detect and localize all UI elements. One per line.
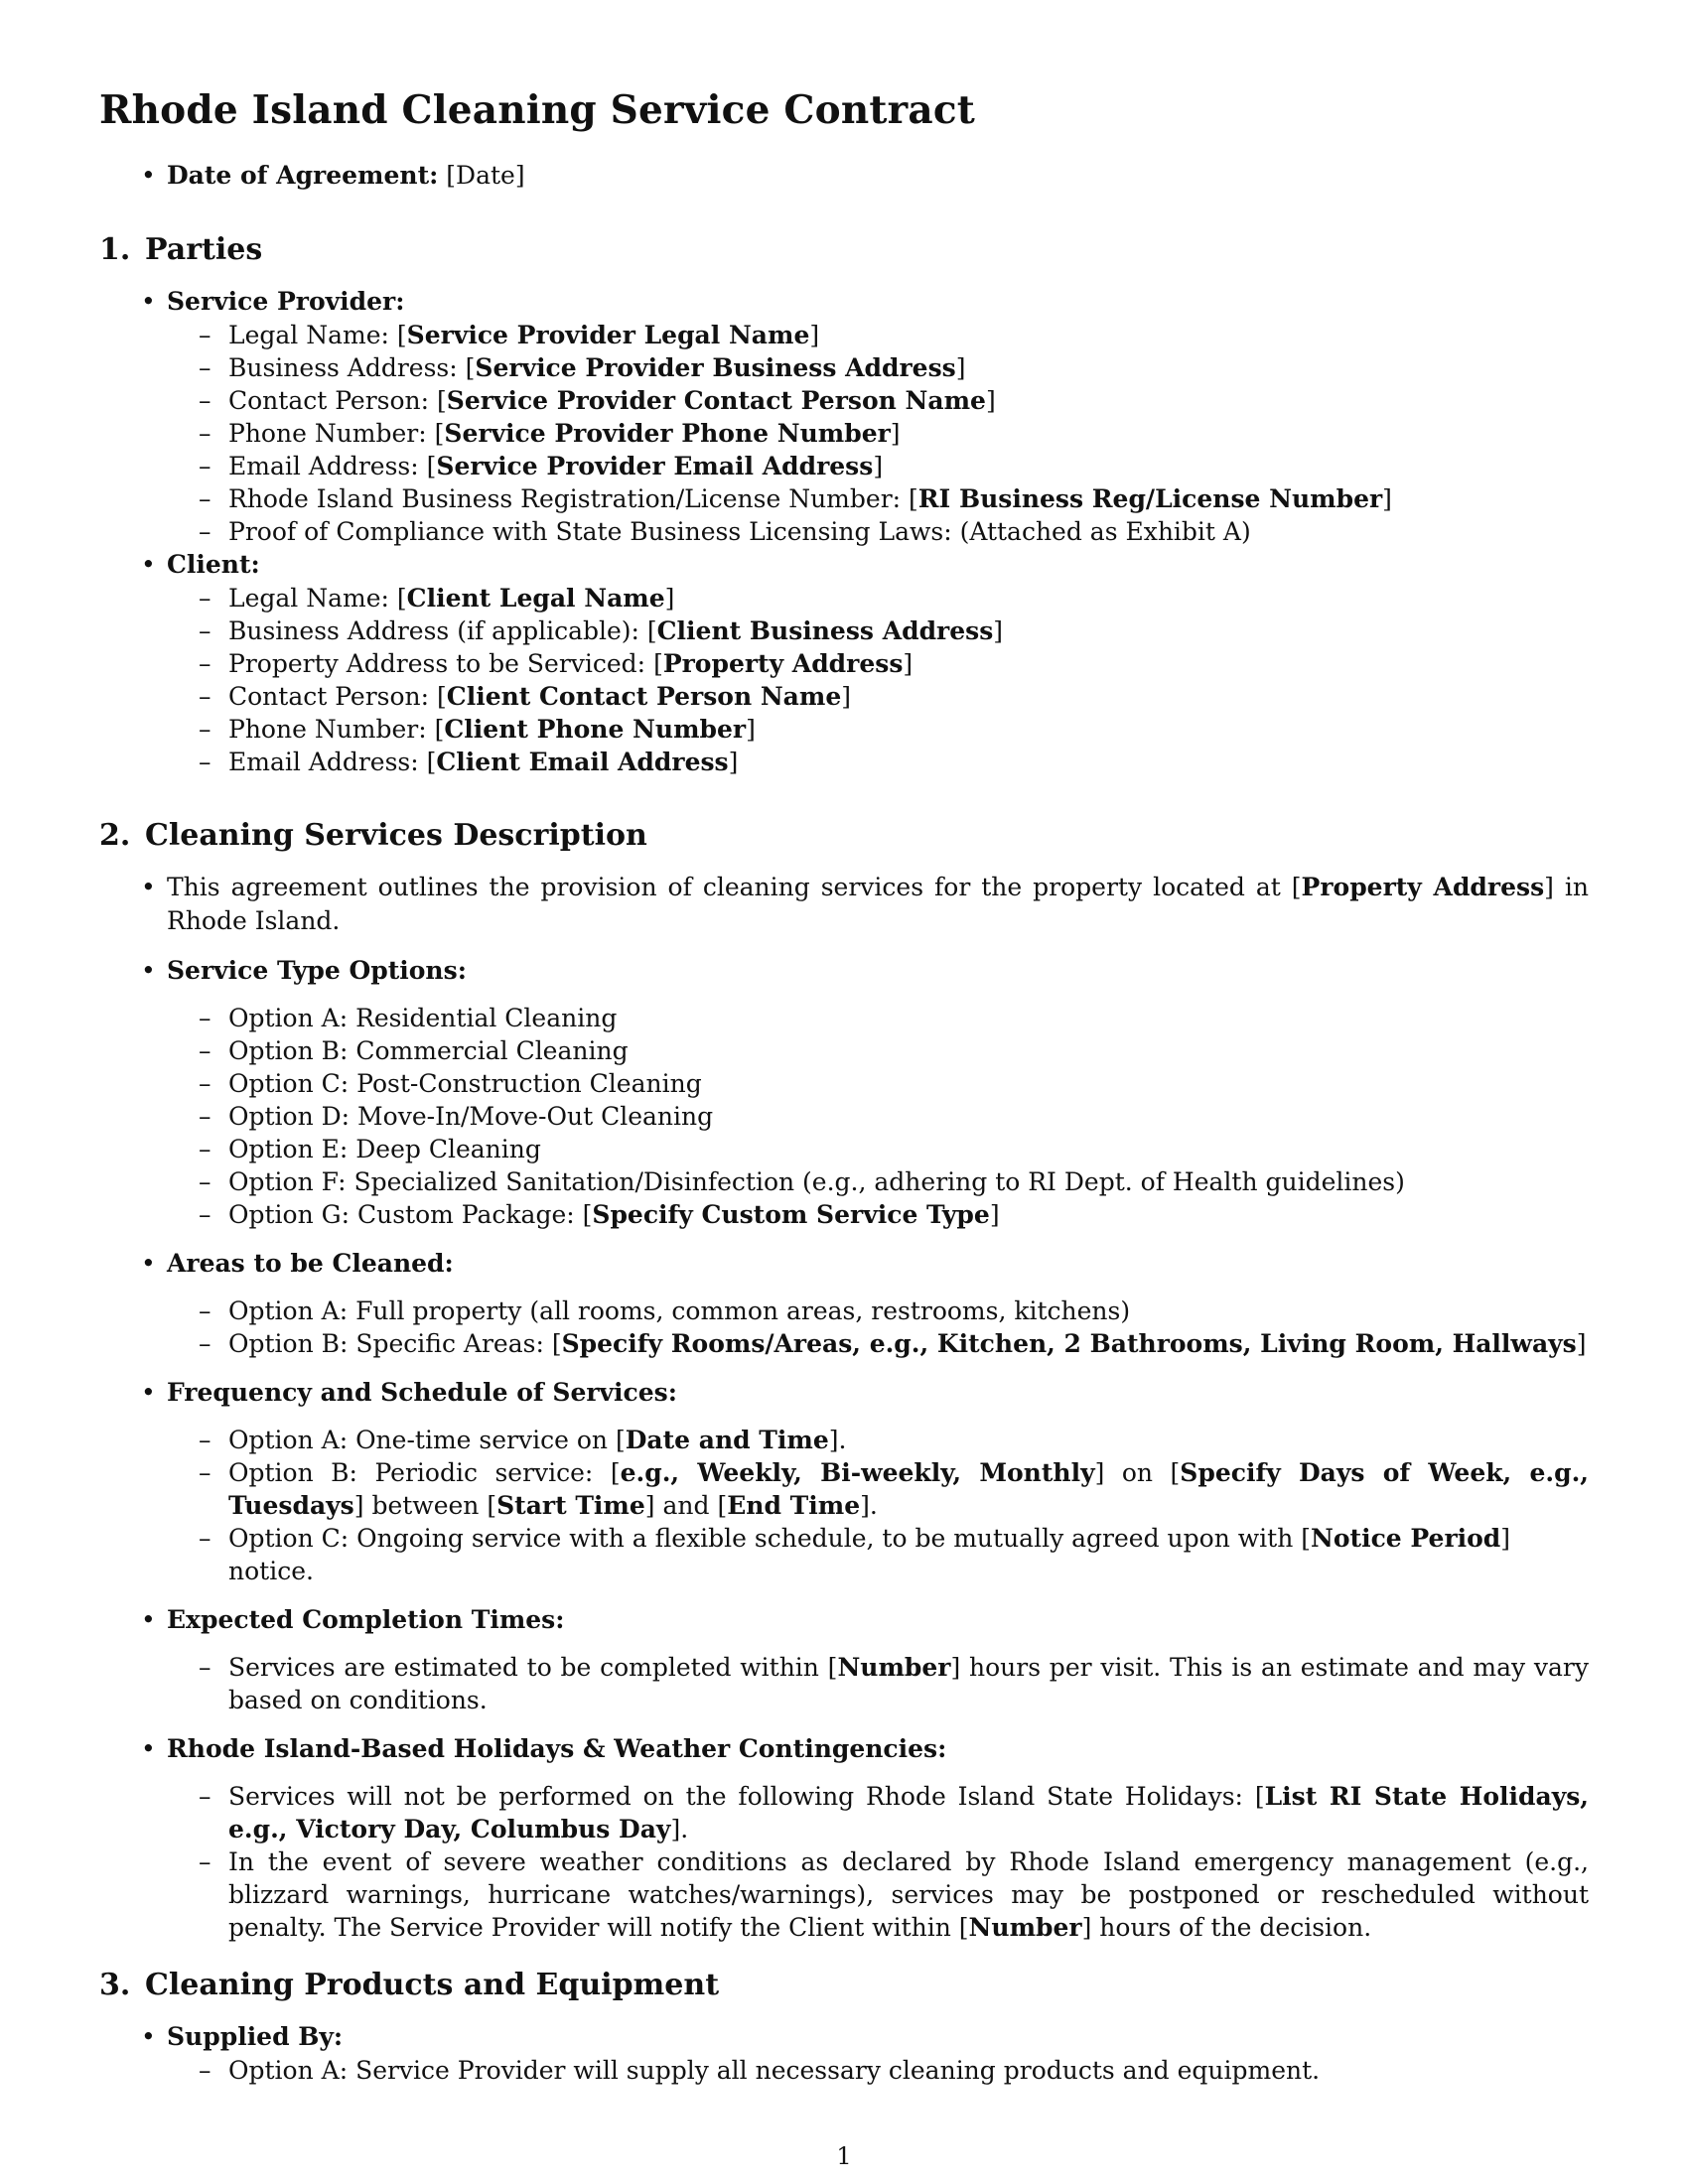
- option-placeholder: Date and Time: [625, 1426, 829, 1454]
- field-label: Contact Person:: [228, 682, 438, 711]
- areas-label: • Areas to be Cleaned:: [167, 1249, 454, 1278]
- field-placeholder: Client Contact Person Name: [446, 682, 842, 711]
- frequency-item: [167, 1376, 1589, 1587]
- field-placeholder: RI Business Reg/License Number: [917, 484, 1383, 513]
- service-option: – Option C: Post-Construction Cleaning: [228, 1067, 1589, 1100]
- service-option: – Option G: Custom Package: [Specify Custom Service Type]: [228, 1198, 1589, 1231]
- provider-field: – Legal Name: [Service Provider Legal Name]: [228, 319, 1589, 351]
- contract-page: [99, 87, 1589, 2087]
- area-option: – Option A: Full property (all rooms, common areas, restrooms, kitchens): [228, 1295, 1589, 1327]
- option-placeholder: Start Time: [496, 1491, 645, 1520]
- supplied-by-item: [167, 2020, 1589, 2087]
- option-placeholder: Specify Rooms/Areas, e.g., Kitchen, 2 Bathrooms, Living Room, Hallways: [561, 1329, 1577, 1358]
- field-label: Business Address:: [228, 353, 466, 382]
- field-label: Phone Number:: [228, 419, 435, 448]
- holidays-label: • Rhode Island-Based Holidays & Weather Contingencies:: [167, 1734, 947, 1763]
- intro-text: This agreement outlines the provision of cleaning services for the property located at: [167, 873, 1292, 901]
- option-placeholder: Notice Period: [1311, 1524, 1501, 1553]
- option-text: and: [654, 1491, 718, 1520]
- areas-options: [167, 1295, 1589, 1360]
- client-label: Client:: [167, 550, 260, 579]
- holidays-details: [167, 1780, 1589, 1944]
- detail-placeholder: Number: [837, 1653, 951, 1682]
- intro-text-end: in Rhode Island.: [167, 873, 1589, 935]
- service-option: – Option A: Residential Cleaning: [228, 1002, 1589, 1034]
- area-option: – Option B: Specific Areas: [Specify Rooms/Areas, e.g., Kitchen, 2 Bathrooms, Living Room, Hallways]: [228, 1327, 1589, 1360]
- service-type-item: [167, 954, 1589, 1231]
- field-label: Legal Name:: [228, 584, 397, 613]
- field-label: Contact Person:: [228, 386, 438, 415]
- areas-item: [167, 1247, 1589, 1360]
- option-placeholder: End Time: [727, 1491, 861, 1520]
- field-placeholder: Service Provider Business Address: [475, 353, 956, 382]
- detail-placeholder: Number: [968, 1913, 1082, 1942]
- detail-text: hours per visit. This is an estimate and may vary based on conditions.: [228, 1653, 1589, 1714]
- services-list: [99, 871, 1589, 1944]
- provider-field: – Contact Person: [Service Provider Contact Person Name]: [228, 384, 1589, 417]
- provider-field: – Business Address: [Service Provider Business Address]: [228, 351, 1589, 384]
- service-type-label: • Service Type Options:: [167, 956, 467, 985]
- field-placeholder: Service Provider Phone Number: [444, 419, 891, 448]
- section-title: Cleaning Services Description: [145, 818, 647, 853]
- holidays-detail: – Services will not be performed on the following Rhode Island State Holidays: [List RI State Holidays, e.g., Victory Day, Columbus Day].: [228, 1780, 1589, 1845]
- option-text: Option C: Ongoing service with a flexible schedule, to be mutually agreed upon with: [228, 1524, 1302, 1553]
- section-cleaning-services: [99, 818, 1589, 1944]
- completion-label: • Expected Completion Times:: [167, 1605, 565, 1634]
- field-placeholder: Property Address: [662, 649, 904, 678]
- document-title: Rhode Island Cleaning Service Contract: [99, 87, 975, 133]
- frequency-option: – Option C: Ongoing service with a flexible schedule, to be mutually agreed upon with [Notice Period] notice.: [228, 1522, 1589, 1587]
- frequency-options: [167, 1424, 1589, 1587]
- field-label: Property Address to be Serviced:: [228, 649, 654, 678]
- client-field: – Legal Name: [Client Legal Name]: [228, 582, 1589, 614]
- option-text: on: [1104, 1458, 1171, 1487]
- detail-placeholder: List RI State Holidays, e.g., Victory Day, Columbus Day: [228, 1782, 1590, 1843]
- provider-field: – Phone Number: [Service Provider Phone Number]: [228, 417, 1589, 450]
- field-placeholder: Client Business Address: [656, 616, 994, 645]
- client-field: – Contact Person: [Client Contact Person Name]: [228, 680, 1589, 713]
- client-fields: [167, 582, 1589, 778]
- provider-field: – Email Address: [Service Provider Email Address]: [228, 450, 1589, 482]
- supplied-by-options: [167, 2054, 1589, 2087]
- service-provider-label: Service Provider:: [167, 287, 405, 316]
- date-list: [99, 159, 1589, 193]
- service-provider-fields: [167, 319, 1589, 548]
- option-text: Option B: Periodic service:: [228, 1458, 611, 1487]
- weather-detail: – In the event of severe weather conditions as declared by Rhode Island emergency management (e.g., blizzard warnings, hurricane watches/warnings), services may be postponed or rescheduled without penalty. The Service Provider will notify the Client within [Number] hours of the decision.: [228, 1845, 1589, 1944]
- option-text: Option B: Specific Areas:: [228, 1329, 552, 1358]
- completion-details: [167, 1651, 1589, 1716]
- service-option: – Option D: Move-In/Move-Out Cleaning: [228, 1100, 1589, 1133]
- supplied-option: – Option A: Service Provider will supply all necessary cleaning products and equipment.: [228, 2054, 1589, 2087]
- section-heading-cleaning-services: [99, 818, 1589, 853]
- field-placeholder: Client Email Address: [436, 748, 729, 776]
- field-placeholder: Service Provider Legal Name: [406, 321, 810, 349]
- section-number: 2.: [99, 818, 131, 853]
- service-type-options: [167, 1002, 1589, 1231]
- holidays-item: [167, 1732, 1589, 1944]
- section-title: Parties: [145, 232, 263, 267]
- frequency-option: – Option A: One-time service on [Date and Time].: [228, 1424, 1589, 1456]
- date-value: [Date]: [446, 161, 525, 190]
- field-placeholder: Service Provider Contact Person Name: [446, 386, 986, 415]
- option-text: between: [363, 1491, 488, 1520]
- service-option: – Option F: Specialized Sanitation/Disinfection (e.g., adhering to RI Dept. of Health guidelines): [228, 1165, 1589, 1198]
- service-option: – Option E: Deep Cleaning: [228, 1133, 1589, 1165]
- section-number: 1.: [99, 232, 131, 267]
- service-option: – Option B: Commercial Cleaning: [228, 1034, 1589, 1067]
- client-field: – Property Address to be Serviced: [Property Address]: [228, 647, 1589, 680]
- page-number: 1: [836, 2142, 852, 2170]
- section-products-equipment: [99, 1968, 1589, 2087]
- option-text: Option A: One-time service on: [228, 1426, 616, 1454]
- field-placeholder: Client Legal Name: [406, 584, 665, 613]
- intro-placeholder: Property Address: [1301, 873, 1545, 901]
- detail-text: In the event of severe weather conditions as declared by Rhode Island emergency management (e.g., blizzard warnings, hurricane watches/warnings), services may be postponed or rescheduled without penalty. The Service Provider will notify the Client within: [228, 1847, 1589, 1942]
- frequency-label: • Frequency and Schedule of Services:: [167, 1378, 677, 1407]
- field-placeholder: Client Phone Number: [444, 715, 747, 744]
- frequency-option: – Option B: Periodic service: [e.g., Weekly, Bi-weekly, Monthly] on [Specify Days of Week, e.g., Tuesdays] between [Start Time] and [End Time].: [228, 1456, 1589, 1522]
- field-label: Rhode Island Business Registration/License Number:: [228, 484, 910, 513]
- client-field: – Email Address: [Client Email Address]: [228, 746, 1589, 778]
- client-field: – Phone Number: [Client Phone Number]: [228, 713, 1589, 746]
- section-title: Cleaning Products and Equipment: [145, 1968, 720, 2002]
- section-number: 3.: [99, 1968, 131, 2002]
- detail-text: Services will not be performed on the following Rhode Island State Holidays:: [228, 1782, 1255, 1811]
- provider-field: – Rhode Island Business Registration/License Number: [RI Business Reg/License Number]: [228, 482, 1589, 515]
- services-intro: • This agreement outlines the provision of cleaning services for the property located at [Property Address] in Rhode Island.: [167, 871, 1589, 938]
- field-label: Business Address (if applicable):: [228, 616, 647, 645]
- parties-list: [99, 285, 1589, 778]
- field-label: Legal Name:: [228, 321, 397, 349]
- field-label: Email Address:: [228, 452, 427, 480]
- products-list: [99, 2020, 1589, 2087]
- option-placeholder: e.g., Weekly, Bi-weekly, Monthly: [620, 1458, 1095, 1487]
- field-label: Email Address:: [228, 748, 427, 776]
- field-label: Phone Number:: [228, 715, 435, 744]
- date-label: Date of Agreement:: [167, 161, 439, 190]
- compliance-note: – Proof of Compliance with State Business Licensing Laws: (Attached as Exhibit A): [228, 515, 1589, 548]
- option-text: Option G: Custom Package:: [228, 1200, 583, 1229]
- section-heading-products: [99, 1968, 1589, 2002]
- client-item: [167, 548, 1589, 778]
- client-field: – Business Address (if applicable): [Client Business Address]: [228, 614, 1589, 647]
- completion-detail: – Services are estimated to be completed within [Number] hours per visit. This is an estimate and may vary based on conditions.: [228, 1651, 1589, 1716]
- date-of-agreement: [167, 159, 1589, 193]
- field-placeholder: Service Provider Email Address: [436, 452, 874, 480]
- completion-item: [167, 1603, 1589, 1716]
- detail-text: Services are estimated to be completed within: [228, 1653, 828, 1682]
- section-parties: [99, 232, 1589, 778]
- supplied-by-label: Supplied By:: [167, 2022, 344, 2051]
- service-provider-item: [167, 285, 1589, 548]
- section-heading-parties: [99, 232, 1589, 267]
- option-text: notice.: [228, 1557, 314, 1585]
- option-placeholder: Specify Custom Service Type: [592, 1200, 990, 1229]
- detail-text: hours of the decision.: [1091, 1913, 1372, 1942]
- option-placeholder: Specify Days of Week, e.g., Tuesdays: [228, 1458, 1589, 1520]
